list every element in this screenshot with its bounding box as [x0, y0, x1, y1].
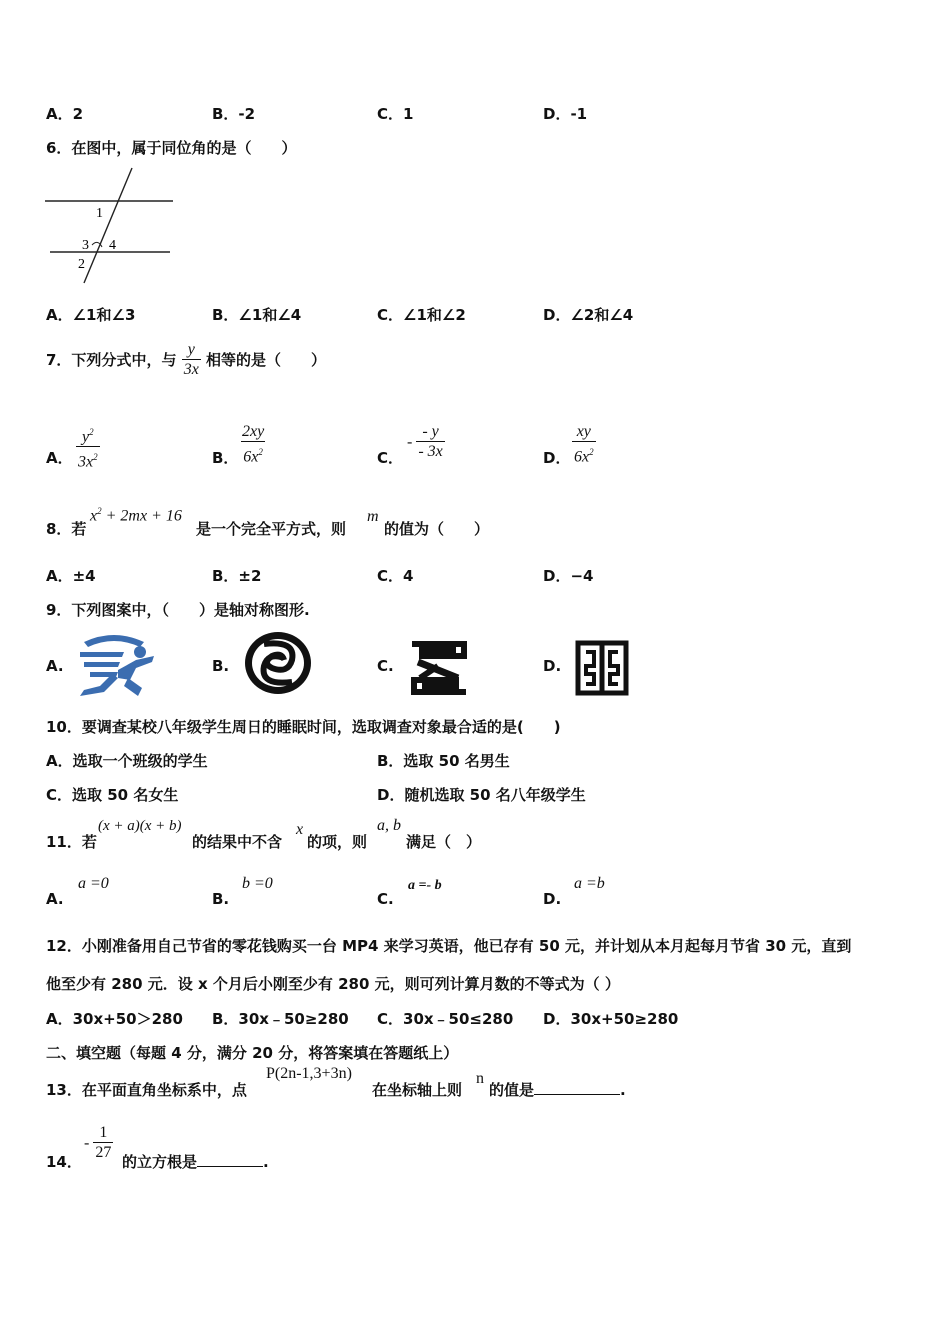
q7-option-d-fraction: $\frac{xy}{6x^2}$ [574, 423, 594, 466]
q12-option-a: A．30x+50＞280 [46, 1010, 183, 1028]
q8-middle: 是一个完全平方式，则 [196, 520, 347, 538]
q8-variable: m [367, 508, 379, 525]
q9-option-b-letter: B. [212, 657, 230, 675]
q12-option-b: B．30x﹣50≥280 [212, 1010, 349, 1028]
q11-variables: a, b [377, 817, 401, 834]
q11-option-c-letter: C. [377, 890, 394, 908]
angle-label-4: 4 [109, 238, 116, 253]
q8-suffix: 的值为（ ） [384, 520, 490, 538]
angle-label-3: 3 [82, 238, 89, 253]
angle-label-2: 2 [78, 257, 85, 272]
q12-stem-line1: 12．小刚准备用自己节省的零花钱购买一台 MP4 来学习英语，他已存有 50 元，并计划从本月起每月节省 30 元，直到 [46, 937, 852, 955]
q10-option-a: A．选取一个班级的学生 [46, 752, 208, 770]
q11-middle-2: 的项，则 [307, 833, 368, 851]
q6-option-d: D．∠2和∠4 [543, 306, 634, 324]
q5-option-d: D．-1 [543, 105, 588, 123]
q12-stem-line2: 他至少有 280 元．设 x 个月后小刚至少有 280 元，则可列计算月数的不等式为（ ） [46, 975, 620, 993]
q8-prefix: 8．若 [46, 520, 87, 538]
q7-option-a-fraction: $\frac{y^2}{3x^2}$ [78, 427, 98, 471]
q11-option-c-expr: a =- b [408, 878, 442, 893]
transversal-line [84, 168, 132, 283]
q14-answer-blank [197, 1166, 263, 1167]
q10-option-c: C．选取 50 名女生 [46, 786, 179, 804]
q10-stem: 10．要调查某校八年级学生周日的睡眠时间，选取调查对象最合适的是( ) [46, 718, 561, 736]
q5-option-b: B．-2 [212, 105, 256, 123]
q6-stem: 6．在图中，属于同位角的是（ ） [46, 139, 297, 157]
q5-option-a: A．2 [46, 105, 84, 123]
parallel-lines-diagram [40, 165, 180, 290]
q13-point: P(2n-1,3+3n) [266, 1065, 352, 1082]
q14-label: 14． [46, 1153, 82, 1171]
q13-answer-blank [534, 1094, 620, 1095]
angle-label-1: 1 [96, 206, 103, 221]
q13-middle: 在坐标轴上则 [372, 1081, 463, 1099]
q5-option-c: C．1 [377, 105, 414, 123]
q7-option-c-letter: C． [377, 449, 404, 467]
q11-expression: (x + a)(x + b) [98, 818, 182, 834]
q9-option-d-letter: D. [543, 657, 562, 675]
interlocking-z-icon [408, 640, 470, 696]
q13-suffix: 的值是 . [489, 1081, 626, 1099]
running-figure-icon [74, 630, 158, 698]
section-2-heading: 二、填空题（每题 4 分，满分 20 分，将答案填在答题纸上） [46, 1044, 459, 1062]
q12-option-c: C．30x﹣50≤280 [377, 1010, 514, 1028]
q13-prefix: 13．在平面直角坐标系中，点 [46, 1081, 247, 1099]
q11-option-d-expr: a =b [574, 875, 605, 892]
q8-expression: $x^2 + 2mx + 16$ [90, 506, 182, 525]
q12-option-d: D．30x+50≥280 [543, 1010, 679, 1028]
swirl-pattern-icon [242, 630, 314, 696]
q11-option-b-letter: B. [212, 890, 230, 908]
q9-option-c-image [408, 640, 470, 700]
q11-prefix: 11．若 [46, 833, 97, 851]
q11-option-a-expr: a =0 [78, 875, 109, 892]
q7-stem: 7．下列分式中，与 $\frac{y}{3x}$ 相等的是（ ） [46, 341, 327, 378]
q6-figure [40, 165, 180, 290]
q8-option-a: A．±4 [46, 567, 96, 585]
q9-option-a-image [74, 630, 158, 702]
q9-option-b-image [242, 630, 314, 700]
maze-pattern-icon [575, 640, 629, 696]
q6-option-a: A．∠1和∠3 [46, 306, 136, 324]
q7-option-a-letter: A． [46, 449, 73, 467]
q11-option-b-expr: b =0 [242, 875, 273, 892]
q7-option-b-letter: B． [212, 449, 239, 467]
q11-middle: 的结果中不含 [192, 833, 283, 851]
q9-stem: 9．下列图案中，（ ）是轴对称图形. [46, 601, 310, 619]
q11-option-a-letter: A. [46, 890, 64, 908]
q10-option-d: D．随机选取 50 名八年级学生 [377, 786, 586, 804]
q10-option-b: B．选取 50 名男生 [377, 752, 510, 770]
q7-option-c-fraction: - $\frac{- y}{- 3x}$ [407, 423, 443, 460]
q14-suffix: 的立方根是 . [122, 1153, 269, 1171]
q11-variable: x [296, 821, 304, 838]
q11-suffix: 满足（ ） [406, 833, 482, 851]
q9-option-c-letter: C. [377, 657, 394, 675]
q6-option-c: C．∠1和∠2 [377, 306, 466, 324]
q8-option-d: D．−4 [543, 567, 594, 585]
q11-option-d-letter: D. [543, 890, 562, 908]
q6-option-b: B．∠1和∠4 [212, 306, 302, 324]
q13-variable: n [476, 1070, 484, 1087]
q7-option-d-letter: D． [543, 449, 571, 467]
q8-option-b: B．±2 [212, 567, 262, 585]
q14-fraction: - $\frac{1}{27}$ [84, 1124, 112, 1161]
q9-option-d-image [575, 640, 629, 700]
q7-fraction: $\frac{y}{3x}$ [183, 341, 199, 378]
q8-option-c: C．4 [377, 567, 414, 585]
q9-option-a-letter: A. [46, 657, 64, 675]
q7-option-b-fraction: $\frac{2xy}{6x^2}$ [242, 423, 265, 466]
